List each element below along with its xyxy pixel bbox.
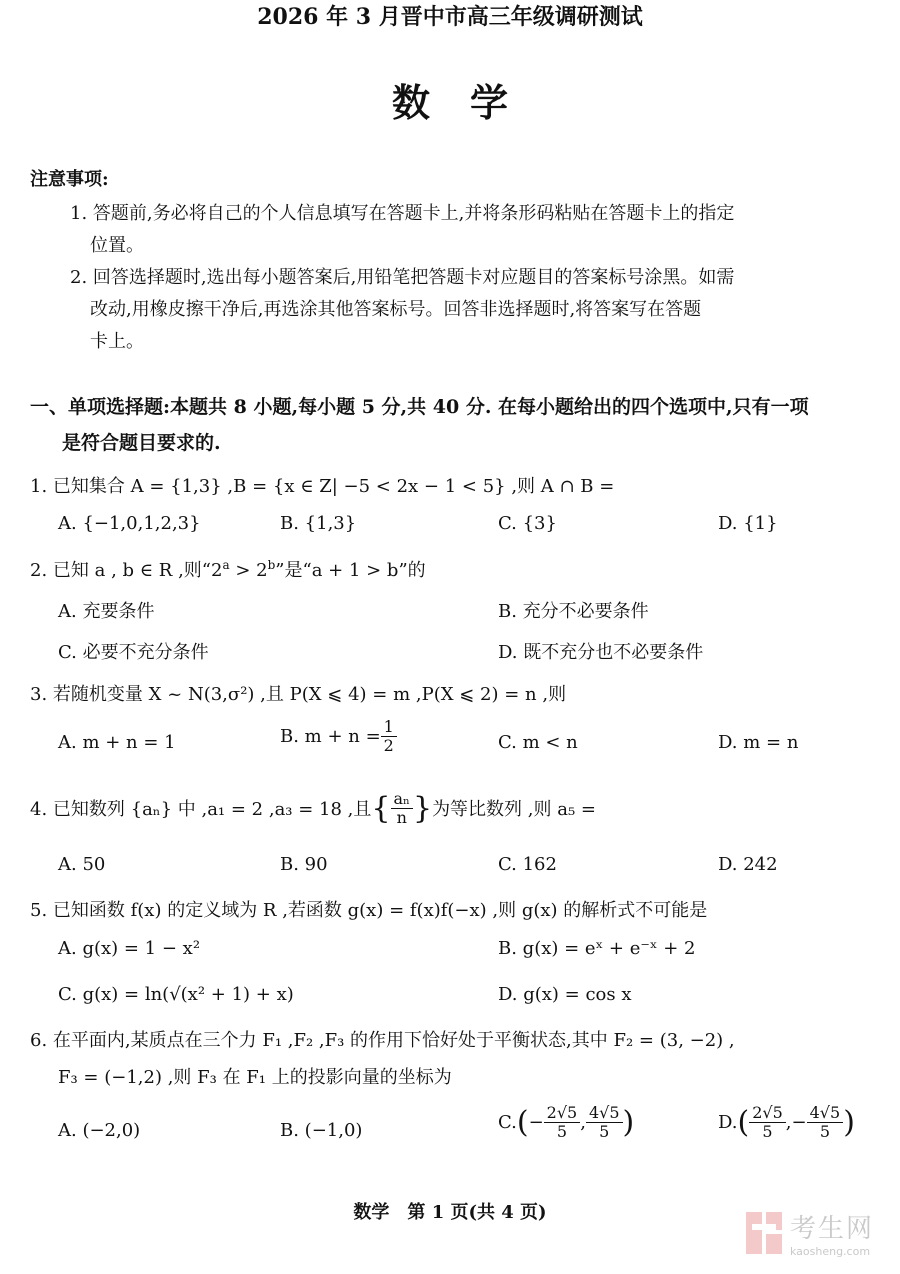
notice-heading: 注意事项: bbox=[30, 169, 109, 190]
q2-option-a: A. 充要条件 bbox=[58, 601, 155, 622]
page-footer: 数学 第 1 页(共 4 页) bbox=[353, 1202, 547, 1223]
fraction-numerator: 4√5 bbox=[586, 1104, 623, 1123]
q6-c-fraction-1 bbox=[544, 1104, 581, 1140]
minus-sign: − bbox=[791, 1111, 807, 1133]
q3-option-a: A. m + n = 1 bbox=[58, 732, 176, 753]
watermark bbox=[744, 1208, 874, 1258]
q3-option-b-fraction bbox=[381, 718, 397, 754]
q2-option-b: B. 充分不必要条件 bbox=[498, 601, 649, 622]
q5-option-b: B. g(x) = eˣ + e⁻ˣ + 2 bbox=[498, 938, 696, 959]
right-brace-icon: } bbox=[412, 790, 433, 826]
q4-fraction bbox=[391, 790, 413, 826]
q6-c-fraction-2 bbox=[586, 1104, 623, 1140]
fraction-denominator: 5 bbox=[762, 1121, 773, 1141]
fraction-numerator: 1 bbox=[381, 718, 397, 737]
q2-sup-b: b bbox=[267, 558, 276, 572]
q5-option-a: A. g(x) = 1 − x² bbox=[58, 938, 201, 959]
q2-sup-a: a bbox=[222, 558, 230, 572]
q5-option-c: C. g(x) = ln(√(x² + 1) + x) bbox=[58, 984, 294, 1005]
fraction-denominator: n bbox=[396, 807, 407, 827]
q5-option-d: D. g(x) = cos x bbox=[498, 984, 632, 1005]
comma: , bbox=[785, 1111, 792, 1133]
q3-option-c: C. m < n bbox=[498, 732, 578, 753]
q2-option-d: D. 既不充分也不必要条件 bbox=[498, 642, 704, 663]
fraction-numerator: 2√5 bbox=[544, 1104, 581, 1123]
notice-item1-line2: 位置。 bbox=[90, 235, 144, 256]
kaosheng-logo-icon bbox=[744, 1210, 784, 1256]
q4-option-a: A. 50 bbox=[58, 854, 106, 875]
q6-option-d bbox=[718, 1104, 855, 1140]
q1-option-d: D. {1} bbox=[718, 513, 778, 534]
fraction-numerator: aₙ bbox=[391, 790, 413, 809]
q2-stem-post: ”是“a + 1 > b”的 bbox=[275, 560, 426, 581]
watermark-en: kaosheng.com bbox=[789, 1245, 871, 1258]
notice-item2-line2: 改动,用橡皮擦干净后,再选涂其他答案标号。回答非选择题时,将答案写在答题 bbox=[90, 299, 702, 320]
q4-stem-pre: 4. 已知数列 {aₙ} 中 ,a₁ = 2 ,a₃ = 18 ,且 bbox=[30, 799, 372, 821]
q5-stem: 5. 已知函数 f(x) 的定义域为 R ,若函数 g(x) = f(x)f(−x) ,则 g(x) 的解析式不可能是 bbox=[30, 900, 708, 921]
q3-option-d: D. m = n bbox=[718, 732, 799, 753]
q2-option-c: C. 必要不充分条件 bbox=[58, 642, 209, 663]
watermark-cn: 考生网 bbox=[789, 1214, 874, 1244]
q4-stem-post: 为等比数列 ,则 a₅ = bbox=[432, 799, 596, 821]
q4-stem bbox=[30, 790, 596, 826]
left-paren-icon: ( bbox=[737, 1104, 750, 1140]
notice-item1-line1: 1. 答题前,务必将自己的个人信息填写在答题卡上,并将条形码粘贴在答题卡上的指定 bbox=[70, 203, 735, 224]
q1-option-b: B. {1,3} bbox=[280, 513, 357, 534]
q2-stem bbox=[30, 556, 426, 582]
q3-stem: 3. 若随机变量 X ~ N(3,σ²) ,且 P(X ⩽ 4) = m ,P(X ⩽ 2) = n ,则 bbox=[30, 684, 567, 705]
q4-option-b: B. 90 bbox=[280, 854, 328, 875]
minus-sign: − bbox=[528, 1111, 544, 1133]
fraction-denominator: 5 bbox=[599, 1121, 610, 1141]
q6-option-c-label: C. bbox=[498, 1111, 517, 1133]
q3-option-b-text: B. m + n = bbox=[280, 725, 381, 747]
q6-stem-line1: 6. 在平面内,某质点在三个力 F₁ ,F₂ ,F₃ 的作用下恰好处于平衡状态,其中 F₂ = (3, −2) , bbox=[30, 1030, 735, 1051]
q3-option-b bbox=[280, 718, 397, 754]
q6-option-d-label: D. bbox=[718, 1111, 738, 1133]
q6-d-fraction-2 bbox=[807, 1104, 844, 1140]
fraction-denominator: 5 bbox=[556, 1121, 568, 1141]
comma: , bbox=[580, 1111, 586, 1133]
q4-option-d: D. 242 bbox=[718, 854, 778, 875]
section1-heading-line1: 一、单项选择题:本题共 8 小题,每小题 5 分,共 40 分. 在每小题给出的四个选项中,只有一项 bbox=[30, 396, 809, 418]
section1-heading-line2: 是符合题目要求的. bbox=[62, 432, 221, 454]
watermark-text bbox=[790, 1208, 874, 1258]
subject-title: 数学 bbox=[391, 80, 548, 125]
notice-item2-line1: 2. 回答选择题时,选出每小题答案后,用铅笔把答题卡对应题目的答案标号涂黑。如需 bbox=[70, 267, 735, 288]
left-paren-icon: ( bbox=[516, 1104, 529, 1140]
q6-option-a: A. (−2,0) bbox=[58, 1120, 141, 1141]
q6-d-fraction-1 bbox=[749, 1104, 786, 1140]
q6-option-c bbox=[498, 1104, 634, 1140]
q1-option-c: C. {3} bbox=[498, 513, 557, 534]
fraction-numerator: 2√5 bbox=[749, 1104, 786, 1123]
fraction-denominator: 2 bbox=[383, 735, 394, 755]
right-paren-icon: ) bbox=[622, 1104, 635, 1140]
q6-option-b: B. (−1,0) bbox=[280, 1120, 363, 1141]
q1-stem: 1. 已知集合 A = {1,3} ,B = {x ∈ Z| −5 < 2x − 1 < 5} ,则 A ∩ B = bbox=[30, 476, 615, 497]
fraction-denominator: 5 bbox=[819, 1121, 830, 1141]
notice-item2-line3: 卡上。 bbox=[90, 331, 144, 352]
q6-stem-line2: F₃ = (−1,2) ,则 F₃ 在 F₁ 上的投影向量的坐标为 bbox=[58, 1067, 452, 1088]
q2-stem-mid: > 2 bbox=[229, 560, 268, 581]
left-brace-icon: { bbox=[371, 790, 391, 826]
right-paren-icon: ) bbox=[843, 1104, 855, 1140]
q4-option-c: C. 162 bbox=[498, 854, 557, 875]
exam-title: 2026 年 3 月晋中市高三年级调研测试 bbox=[257, 4, 643, 30]
q2-stem-pre: 2. 已知 a , b ∈ R ,则“2 bbox=[30, 560, 223, 581]
fraction-numerator: 4√5 bbox=[807, 1104, 844, 1123]
q1-option-a: A. {−1,0,1,2,3} bbox=[58, 513, 201, 534]
